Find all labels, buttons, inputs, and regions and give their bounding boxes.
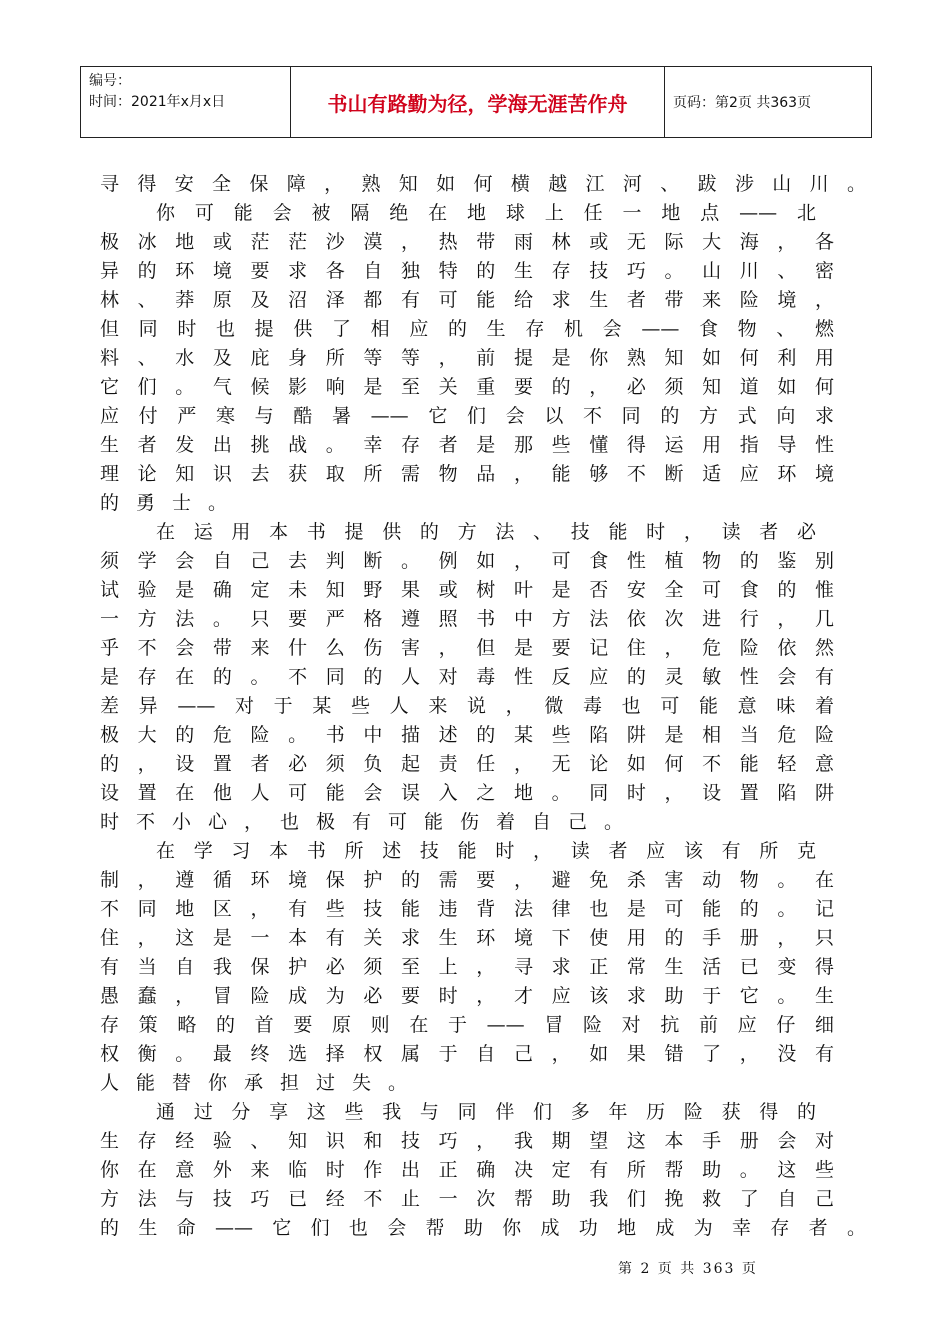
- text-line: 它们。气候影响是至关重要的，必须知道如何: [100, 376, 834, 398]
- document-date-label: 时间：2021年x月x日: [89, 94, 226, 110]
- paragraph-last-line: 时不小心，也极有可能伤着自己。: [100, 811, 641, 833]
- header-motto: 书山有路勤为径，学海无涯苦作舟: [327, 91, 628, 116]
- text-line: 住，这是一本有关求生环境下使用的手册，只: [100, 927, 834, 949]
- text-line: 设置在他人可能会误入之地。同时，设置陷阱: [100, 782, 834, 804]
- text-line: 寻得安全保障，熟知如何横越江河、跋涉山川。: [100, 173, 866, 195]
- page-footer: 第 2 页 共 363 页: [618, 1261, 758, 1277]
- text-line: 你在意外来临时作出正确决定有所帮助。这些: [100, 1159, 834, 1181]
- text-line: 乎不会带来什么伤害，但是要记住，危险依然: [100, 637, 834, 659]
- header-page-cell: [665, 67, 872, 138]
- text-line: 应付严寒与酷暑——它们会以不同的方式向求: [100, 405, 834, 427]
- paragraph-first-line: 在学习本书所述技能时，读者应该有所克: [156, 840, 816, 862]
- text-line: 异的环境要求各自独特的生存技巧。山川、密: [100, 260, 834, 282]
- text-line: 须学会自己去判断。例如，可食性植物的鉴别: [100, 550, 834, 572]
- text-line: 有当自我保护必须至上，寻求正常生活已变得: [100, 956, 834, 978]
- paragraph-last-line: 人能替你承担过失。: [100, 1072, 425, 1094]
- text-line: 的，设置者必须负起责任，无论如何不能轻意: [100, 753, 834, 775]
- header-page-info: 页码：第2页 共363页: [673, 95, 812, 111]
- text-line: 一方法。只要严格遵照书中方法依次进行，几: [100, 608, 834, 630]
- text-line: 生存经验、知识和技巧，我期望这本手册会对: [100, 1130, 834, 1152]
- paragraph-first-line: 通过分享这些我与同伴们多年历险获得的: [156, 1101, 816, 1123]
- text-line: 存策略的首要原则在于——冒险对抗前应仔细: [100, 1014, 834, 1036]
- paragraph-last-line: 的生命——它们也会帮助你成功地成为幸存者。: [100, 1217, 866, 1239]
- text-line: 制，遵循环境保护的需要，避免杀害动物。在: [100, 869, 834, 891]
- text-line: 但同时也提供了相应的生存机会——食物、燃: [100, 318, 834, 340]
- text-line: 极大的危险。书中描述的某些陷阱是相当危险: [100, 724, 834, 746]
- text-line: 不同地区，有些技能违背法律也是可能的。记: [100, 898, 834, 920]
- document-code-label: 编号：: [89, 73, 131, 89]
- text-line: 差异——对于某些人来说，微毒也可能意味着: [100, 695, 834, 717]
- text-line: 方法与技巧已经不止一次帮助我们挽救了自己: [100, 1188, 834, 1210]
- text-line: 权衡。最终选择权属于自己，如果错了，没有: [100, 1043, 834, 1065]
- paragraph-last-line: 的勇士。: [100, 492, 245, 514]
- document-header: [80, 66, 872, 138]
- text-line: 林、莽原及沼泽都有可能给求生者带来险境，: [100, 289, 834, 311]
- text-line: 理论知识去获取所需物品，能够不断适应环境: [100, 463, 834, 485]
- header-motto-cell: [291, 67, 665, 138]
- text-line: 愚蠢，冒险成为必要时，才应该求助于它。生: [100, 985, 834, 1007]
- text-line: 生者发出挑战。幸存者是那些懂得运用指导性: [100, 434, 834, 456]
- text-line: 料、水及庇身所等等，前提是你熟知如何利用: [100, 347, 834, 369]
- text-line: 极冰地或茫茫沙漠，热带雨林或无际大海，各: [100, 231, 834, 253]
- header-meta-cell: [81, 67, 291, 138]
- text-line: 是存在的。不同的人对毒性反应的灵敏性会有: [100, 666, 834, 688]
- paragraph-first-line: 你可能会被隔绝在地球上任一地点——北: [156, 202, 816, 224]
- paragraph-first-line: 在运用本书提供的方法、技能时，读者必: [156, 521, 816, 543]
- text-line: 试验是确定未知野果或树叶是否安全可食的惟: [100, 579, 834, 601]
